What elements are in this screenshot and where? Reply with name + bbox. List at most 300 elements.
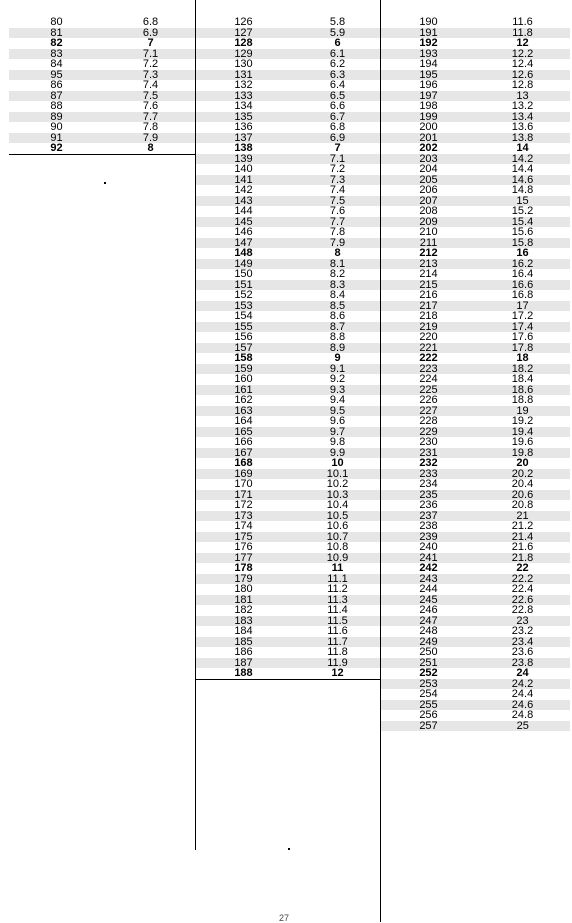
table-row [381, 427, 570, 438]
row-key-cell: 215 [381, 280, 477, 291]
table-row [381, 227, 570, 238]
row-value-cell: 17.6 [476, 332, 570, 343]
row-value-cell: 6.6 [291, 101, 384, 112]
row-key-cell: 177 [196, 553, 292, 564]
row-value-cell: 7 [291, 143, 384, 154]
row-value-cell: 22.4 [476, 584, 570, 595]
row-key-cell: 257 [381, 721, 477, 732]
row-value-cell: 8.8 [291, 332, 384, 343]
row-key-cell: 225 [381, 385, 477, 396]
row-value-cell: 6.9 [291, 133, 384, 144]
row-key-cell: 198 [381, 101, 477, 112]
table-row [381, 479, 570, 490]
row-key-cell: 254 [381, 689, 477, 700]
row-value-cell: 7.7 [291, 217, 384, 228]
row-value-cell: 16.4 [476, 269, 570, 280]
table-row [381, 311, 570, 322]
row-value-cell: 10.9 [291, 553, 384, 564]
table-row [381, 469, 570, 480]
row-key-cell: 142 [196, 185, 292, 196]
row-value-cell: 12 [476, 38, 570, 49]
row-key-cell: 140 [196, 164, 292, 175]
row-value-cell: 20.2 [476, 469, 570, 480]
row-value-cell: 8.4 [291, 290, 384, 301]
table-row [196, 521, 385, 532]
row-key-cell: 252 [381, 668, 477, 679]
table-row [196, 38, 385, 49]
row-key-cell: 187 [196, 658, 292, 669]
row-value-cell: 10.5 [291, 511, 384, 522]
table-row [196, 49, 385, 60]
row-key-cell: 229 [381, 427, 477, 438]
row-key-cell: 161 [196, 385, 292, 396]
row-value-cell: 11.6 [476, 17, 570, 28]
rule-tick [104, 182, 106, 184]
table-row [196, 301, 385, 312]
row-key-cell: 139 [196, 154, 292, 165]
row-key-cell: 251 [381, 658, 477, 669]
row-value-cell: 22.6 [476, 595, 570, 606]
table-row [381, 689, 570, 700]
row-value-cell: 11.8 [476, 28, 570, 39]
row-value-cell: 6.5 [291, 91, 384, 102]
row-value-cell: 15 [476, 196, 570, 207]
table-row [196, 322, 385, 333]
row-value-cell: 11.4 [291, 605, 384, 616]
row-key-cell: 169 [196, 469, 292, 480]
table-row [9, 122, 197, 133]
row-value-cell: 11.2 [291, 584, 384, 595]
row-value-cell: 24.2 [476, 679, 570, 690]
table-row [381, 553, 570, 564]
row-key-cell: 83 [9, 49, 104, 60]
row-value-cell: 24.8 [476, 710, 570, 721]
row-key-cell: 135 [196, 112, 292, 123]
table-row [196, 217, 385, 228]
row-key-cell: 231 [381, 448, 477, 459]
table-row [196, 353, 385, 364]
table-row [196, 427, 385, 438]
row-value-cell: 9.5 [291, 406, 384, 417]
row-value-cell: 8.5 [291, 301, 384, 312]
table-row [196, 448, 385, 459]
row-key-cell: 249 [381, 637, 477, 648]
row-value-cell: 14.8 [476, 185, 570, 196]
table-row [196, 563, 385, 574]
table-row [196, 605, 385, 616]
table-row [196, 374, 385, 385]
row-key-cell: 236 [381, 500, 477, 511]
row-value-cell: 18.2 [476, 364, 570, 375]
row-value-cell: 7.6 [291, 206, 384, 217]
row-key-cell: 242 [381, 563, 477, 574]
row-value-cell: 8.7 [291, 322, 384, 333]
row-key-cell: 192 [381, 38, 477, 49]
row-key-cell: 230 [381, 437, 477, 448]
rule-tick [288, 848, 290, 850]
row-key-cell: 141 [196, 175, 292, 186]
row-value-cell: 6.7 [291, 112, 384, 123]
row-value-cell: 7.9 [291, 238, 384, 249]
table-row [381, 70, 570, 81]
row-value-cell: 18.4 [476, 374, 570, 385]
row-value-cell: 12.8 [476, 80, 570, 91]
table-row [381, 122, 570, 133]
row-key-cell: 164 [196, 416, 292, 427]
row-value-cell: 7.5 [291, 196, 384, 207]
row-value-cell: 16 [476, 248, 570, 259]
table-row [196, 574, 385, 585]
row-value-cell: 9.3 [291, 385, 384, 396]
row-key-cell: 160 [196, 374, 292, 385]
table-row [381, 248, 570, 259]
row-value-cell: 11.7 [291, 637, 384, 648]
table-row [381, 511, 570, 522]
table-row [196, 553, 385, 564]
table-row [196, 532, 385, 543]
table-row [381, 49, 570, 60]
row-key-cell: 228 [381, 416, 477, 427]
row-value-cell: 6.9 [104, 28, 197, 39]
table-col-2 [195, 17, 384, 680]
table-row [196, 206, 385, 217]
row-key-cell: 175 [196, 532, 292, 543]
table-row [381, 343, 570, 354]
row-key-cell: 241 [381, 553, 477, 564]
row-value-cell: 8.6 [291, 311, 384, 322]
row-key-cell: 148 [196, 248, 292, 259]
row-key-cell: 209 [381, 217, 477, 228]
row-key-cell: 129 [196, 49, 292, 60]
row-value-cell: 8.1 [291, 259, 384, 270]
table-row [196, 133, 385, 144]
row-key-cell: 245 [381, 595, 477, 606]
table-row [381, 17, 570, 28]
row-key-cell: 154 [196, 311, 292, 322]
row-key-cell: 92 [9, 143, 104, 154]
row-value-cell: 11 [291, 563, 384, 574]
table-row [196, 290, 385, 301]
row-value-cell: 19.4 [476, 427, 570, 438]
row-key-cell: 143 [196, 196, 292, 207]
row-key-cell: 82 [9, 38, 104, 49]
table-row [381, 280, 570, 291]
row-key-cell: 151 [196, 280, 292, 291]
row-key-cell: 86 [9, 80, 104, 91]
row-value-cell: 9 [291, 353, 384, 364]
row-key-cell: 88 [9, 101, 104, 112]
row-value-cell: 7.7 [104, 112, 197, 123]
row-key-cell: 176 [196, 542, 292, 553]
row-key-cell: 138 [196, 143, 292, 154]
row-value-cell: 7.8 [104, 122, 197, 133]
row-key-cell: 204 [381, 164, 477, 175]
table-row [196, 658, 385, 669]
row-key-cell: 91 [9, 133, 104, 144]
row-key-cell: 133 [196, 91, 292, 102]
table-row [196, 637, 385, 648]
table-row [196, 143, 385, 154]
table-row [196, 364, 385, 375]
row-key-cell: 207 [381, 196, 477, 207]
row-key-cell: 179 [196, 574, 292, 585]
table-row [196, 437, 385, 448]
table-row [196, 469, 385, 480]
table-row [381, 721, 570, 732]
row-key-cell: 136 [196, 122, 292, 133]
row-value-cell: 24 [476, 668, 570, 679]
row-value-cell: 16.8 [476, 290, 570, 301]
table-row [196, 59, 385, 70]
row-value-cell: 10 [291, 458, 384, 469]
row-key-cell: 184 [196, 626, 292, 637]
table-row [381, 563, 570, 574]
row-value-cell: 5.8 [291, 17, 384, 28]
row-value-cell: 15.2 [476, 206, 570, 217]
row-value-cell: 6.8 [104, 17, 197, 28]
table-row [381, 269, 570, 280]
row-key-cell: 87 [9, 91, 104, 102]
row-value-cell: 7.8 [291, 227, 384, 238]
row-key-cell: 201 [381, 133, 477, 144]
table-row [381, 679, 570, 690]
row-value-cell: 13.4 [476, 112, 570, 123]
row-key-cell: 172 [196, 500, 292, 511]
table-row [196, 406, 385, 417]
row-value-cell: 6.2 [291, 59, 384, 70]
row-key-cell: 183 [196, 616, 292, 627]
row-value-cell: 25 [476, 721, 570, 732]
table-row [9, 143, 197, 154]
table-row [381, 101, 570, 112]
table-row [381, 28, 570, 39]
table-row [381, 332, 570, 343]
table-row [381, 448, 570, 459]
row-value-cell: 5.9 [291, 28, 384, 39]
row-value-cell: 14.4 [476, 164, 570, 175]
row-key-cell: 197 [381, 91, 477, 102]
row-key-cell: 89 [9, 112, 104, 123]
row-key-cell: 235 [381, 490, 477, 501]
row-value-cell: 7.4 [291, 185, 384, 196]
row-key-cell: 127 [196, 28, 292, 39]
row-value-cell: 23 [476, 616, 570, 627]
table-row [381, 175, 570, 186]
row-key-cell: 227 [381, 406, 477, 417]
table-row [381, 322, 570, 333]
row-key-cell: 163 [196, 406, 292, 417]
table-row [196, 332, 385, 343]
table-row [9, 59, 197, 70]
table-row [196, 511, 385, 522]
table-row [381, 658, 570, 669]
row-value-cell: 7.9 [104, 133, 197, 144]
table-row [9, 70, 197, 81]
row-key-cell: 90 [9, 122, 104, 133]
row-key-cell: 223 [381, 364, 477, 375]
row-value-cell: 22 [476, 563, 570, 574]
table-row [381, 91, 570, 102]
row-value-cell: 20.8 [476, 500, 570, 511]
row-value-cell: 14 [476, 143, 570, 154]
table-row [196, 595, 385, 606]
row-value-cell: 18.8 [476, 395, 570, 406]
row-key-cell: 212 [381, 248, 477, 259]
table-row [381, 500, 570, 511]
row-value-cell: 7.1 [291, 154, 384, 165]
table-row [381, 143, 570, 154]
table-row [9, 112, 197, 123]
row-value-cell: 10.4 [291, 500, 384, 511]
row-value-cell: 24.6 [476, 700, 570, 711]
row-value-cell: 16.6 [476, 280, 570, 291]
table-row [381, 626, 570, 637]
row-value-cell: 7.3 [104, 70, 197, 81]
row-key-cell: 173 [196, 511, 292, 522]
table-row [196, 343, 385, 354]
table-row [196, 542, 385, 553]
row-key-cell: 232 [381, 458, 477, 469]
row-value-cell: 13 [476, 91, 570, 102]
table-row [196, 80, 385, 91]
table-row [196, 122, 385, 133]
table-row [381, 80, 570, 91]
row-key-cell: 137 [196, 133, 292, 144]
row-key-cell: 153 [196, 301, 292, 312]
table-row [196, 626, 385, 637]
row-value-cell: 15.6 [476, 227, 570, 238]
table-row [381, 164, 570, 175]
table-row [381, 532, 570, 543]
table-row [381, 112, 570, 123]
row-key-cell: 247 [381, 616, 477, 627]
row-value-cell: 8.9 [291, 343, 384, 354]
row-value-cell: 18.6 [476, 385, 570, 396]
row-key-cell: 159 [196, 364, 292, 375]
row-key-cell: 220 [381, 332, 477, 343]
table-row [381, 574, 570, 585]
row-key-cell: 234 [381, 479, 477, 490]
row-key-cell: 191 [381, 28, 477, 39]
row-key-cell: 203 [381, 154, 477, 165]
table-row [196, 668, 385, 679]
table-row [196, 490, 385, 501]
row-key-cell: 190 [381, 17, 477, 28]
row-value-cell: 15.8 [476, 238, 570, 249]
table-row [381, 668, 570, 679]
row-key-cell: 186 [196, 647, 292, 658]
row-value-cell: 12.2 [476, 49, 570, 60]
row-value-cell: 17.4 [476, 322, 570, 333]
row-key-cell: 214 [381, 269, 477, 280]
row-key-cell: 146 [196, 227, 292, 238]
row-value-cell: 7.4 [104, 80, 197, 91]
row-key-cell: 210 [381, 227, 477, 238]
row-key-cell: 185 [196, 637, 292, 648]
table-row [196, 248, 385, 259]
table-row [381, 605, 570, 616]
row-key-cell: 250 [381, 647, 477, 658]
row-value-cell: 11.1 [291, 574, 384, 585]
table-row [381, 259, 570, 270]
table-row [381, 395, 570, 406]
table-row [381, 353, 570, 364]
table-row [196, 458, 385, 469]
row-key-cell: 193 [381, 49, 477, 60]
row-value-cell: 9.2 [291, 374, 384, 385]
row-value-cell: 7.1 [104, 49, 197, 60]
table-row [196, 616, 385, 627]
row-value-cell: 24.4 [476, 689, 570, 700]
row-value-cell: 10.7 [291, 532, 384, 543]
row-key-cell: 156 [196, 332, 292, 343]
row-key-cell: 217 [381, 301, 477, 312]
row-key-cell: 199 [381, 112, 477, 123]
row-key-cell: 200 [381, 122, 477, 133]
row-key-cell: 180 [196, 584, 292, 595]
row-value-cell: 22.2 [476, 574, 570, 585]
table-row [381, 584, 570, 595]
row-key-cell: 244 [381, 584, 477, 595]
row-key-cell: 202 [381, 143, 477, 154]
row-key-cell: 165 [196, 427, 292, 438]
row-value-cell: 17.2 [476, 311, 570, 322]
row-value-cell: 7 [104, 38, 197, 49]
row-key-cell: 240 [381, 542, 477, 553]
row-value-cell: 8.3 [291, 280, 384, 291]
row-key-cell: 158 [196, 353, 292, 364]
table-row [9, 80, 197, 91]
table-row [196, 164, 385, 175]
table-row [381, 616, 570, 627]
row-value-cell: 10.2 [291, 479, 384, 490]
table-row [9, 28, 197, 39]
table-row [9, 17, 197, 28]
table-row [381, 637, 570, 648]
row-value-cell: 13.8 [476, 133, 570, 144]
row-key-cell: 95 [9, 70, 104, 81]
row-value-cell: 23.8 [476, 658, 570, 669]
table-row [381, 490, 570, 501]
table-row [196, 70, 385, 81]
row-value-cell: 21.2 [476, 521, 570, 532]
row-key-cell: 208 [381, 206, 477, 217]
table-row [196, 584, 385, 595]
row-value-cell: 7.2 [291, 164, 384, 175]
row-key-cell: 218 [381, 311, 477, 322]
row-key-cell: 128 [196, 38, 292, 49]
table-row [196, 280, 385, 291]
row-value-cell: 22.8 [476, 605, 570, 616]
table-row [381, 385, 570, 396]
row-key-cell: 162 [196, 395, 292, 406]
row-value-cell: 9.9 [291, 448, 384, 459]
table-row [381, 206, 570, 217]
table-row [196, 91, 385, 102]
row-value-cell: 23.6 [476, 647, 570, 658]
table-row [381, 301, 570, 312]
table-row [9, 91, 197, 102]
row-value-cell: 6 [291, 38, 384, 49]
table-row [381, 542, 570, 553]
row-value-cell: 23.2 [476, 626, 570, 637]
row-key-cell: 168 [196, 458, 292, 469]
row-key-cell: 144 [196, 206, 292, 217]
row-value-cell: 20.4 [476, 479, 570, 490]
table-row [196, 154, 385, 165]
row-value-cell: 12.4 [476, 59, 570, 70]
row-key-cell: 182 [196, 605, 292, 616]
